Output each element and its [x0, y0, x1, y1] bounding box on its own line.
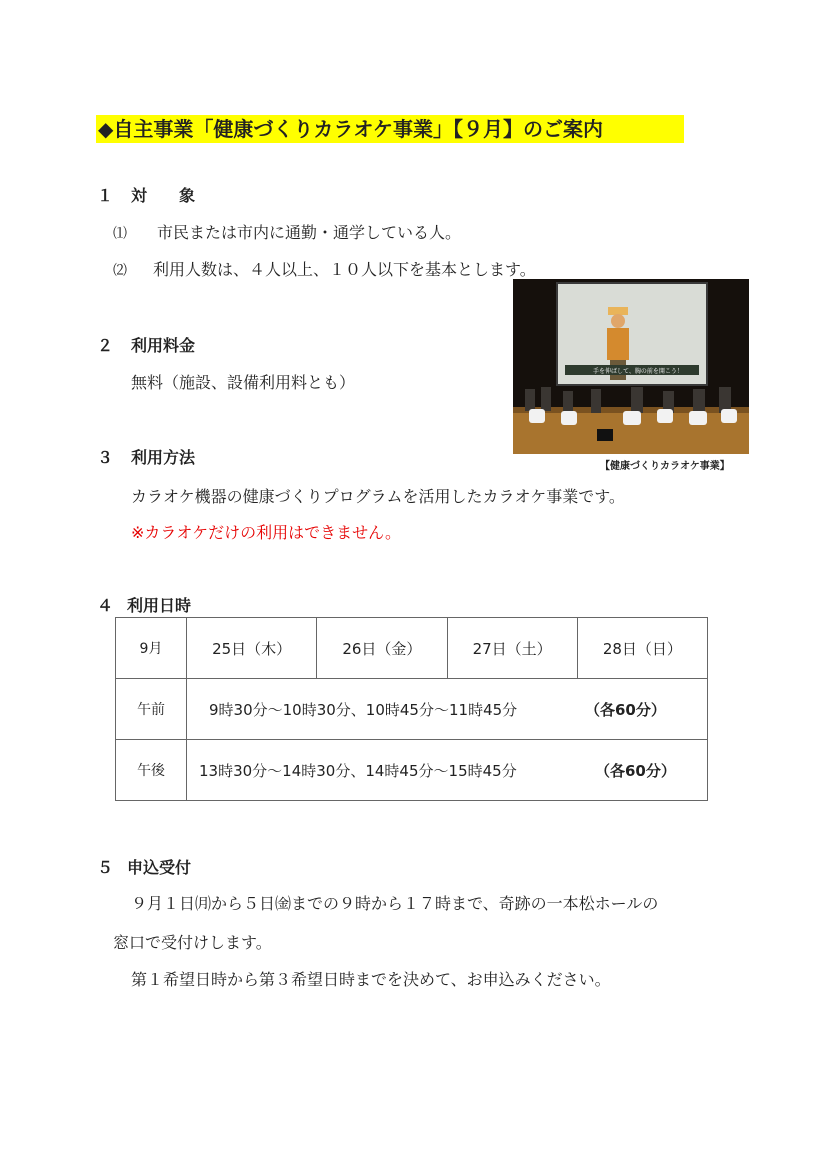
table-row — [116, 679, 708, 740]
stage-illustration — [513, 279, 749, 454]
section3-title: 利用方法 — [131, 448, 196, 467]
screen-caption: 手を伸ばして、胸の前を開こう！ — [593, 368, 683, 375]
section2-heading — [97, 333, 195, 356]
karaoke-event-photo — [513, 279, 749, 454]
section5-title: 申込受付 — [127, 858, 192, 877]
morning-label: 午前 — [116, 679, 187, 740]
section3-heading — [97, 445, 195, 468]
section1-title: 対 象 — [131, 186, 196, 205]
section3-note: ※カラオケだけの利用はできません。 — [131, 523, 402, 542]
section4-title: 利用日時 — [127, 596, 192, 615]
section4-number: ４ — [97, 596, 114, 615]
schedule-table — [115, 617, 708, 801]
section5-line1: ９月１日㈪から５日㈮までの９時から１７時まで、奇跡の一本松ホールの — [131, 894, 659, 913]
section1-number: １ — [97, 186, 114, 205]
afternoon-label: 午後 — [116, 740, 187, 801]
photo-caption: 【健康づくりカラオケ事業】 — [600, 461, 730, 472]
section3-number: ３ — [97, 448, 114, 467]
duration-note: （各60分） — [585, 700, 666, 719]
section5-heading — [97, 855, 191, 878]
date-cell: 28日（日） — [577, 618, 707, 679]
table-row — [116, 740, 708, 801]
section5-number: ５ — [97, 858, 114, 877]
date-cell: 26日（金） — [317, 618, 447, 679]
afternoon-times — [187, 740, 708, 801]
item-text: 利用人数は、４人以上、１０人以下を基本とします。 — [153, 260, 536, 279]
section1-item-2 — [113, 257, 536, 280]
item-text: 市民または市内に通勤・通学している人。 — [157, 223, 462, 242]
section1-heading — [97, 183, 195, 206]
item-marker: ⑵ — [113, 263, 127, 279]
item-marker: ⑴ — [113, 226, 127, 242]
section1-item-1 — [113, 220, 461, 243]
times-text: 9時30分～10時30分、10時45分～11時45分 — [209, 700, 518, 719]
section2-text: 無料（施設、設備利用料とも） — [131, 373, 356, 392]
date-cell: 27日（土） — [447, 618, 577, 679]
times-text: 13時30分～14時30分、14時45分～15時45分 — [199, 761, 517, 780]
section4-heading — [97, 593, 191, 616]
date-cell: 25日（木） — [187, 618, 317, 679]
page-title: ◆自主事業「健康づくりカラオケ事業」【９月】のご案内 — [96, 115, 684, 143]
section3-text: カラオケ機器の健康づくりプログラムを活用したカラオケ事業です。 — [131, 487, 625, 506]
section2-title: 利用料金 — [131, 336, 196, 355]
section2-number: ２ — [97, 336, 114, 355]
section5-line2: 窓口で受付けします。 — [113, 933, 272, 952]
morning-times — [187, 679, 708, 740]
section5-line3: 第１希望日時から第３希望日時までを決めて、お申込みください。 — [131, 970, 611, 989]
duration-note: （各60分） — [595, 761, 676, 780]
month-cell: 9月 — [116, 618, 187, 679]
table-header-row — [116, 618, 708, 679]
